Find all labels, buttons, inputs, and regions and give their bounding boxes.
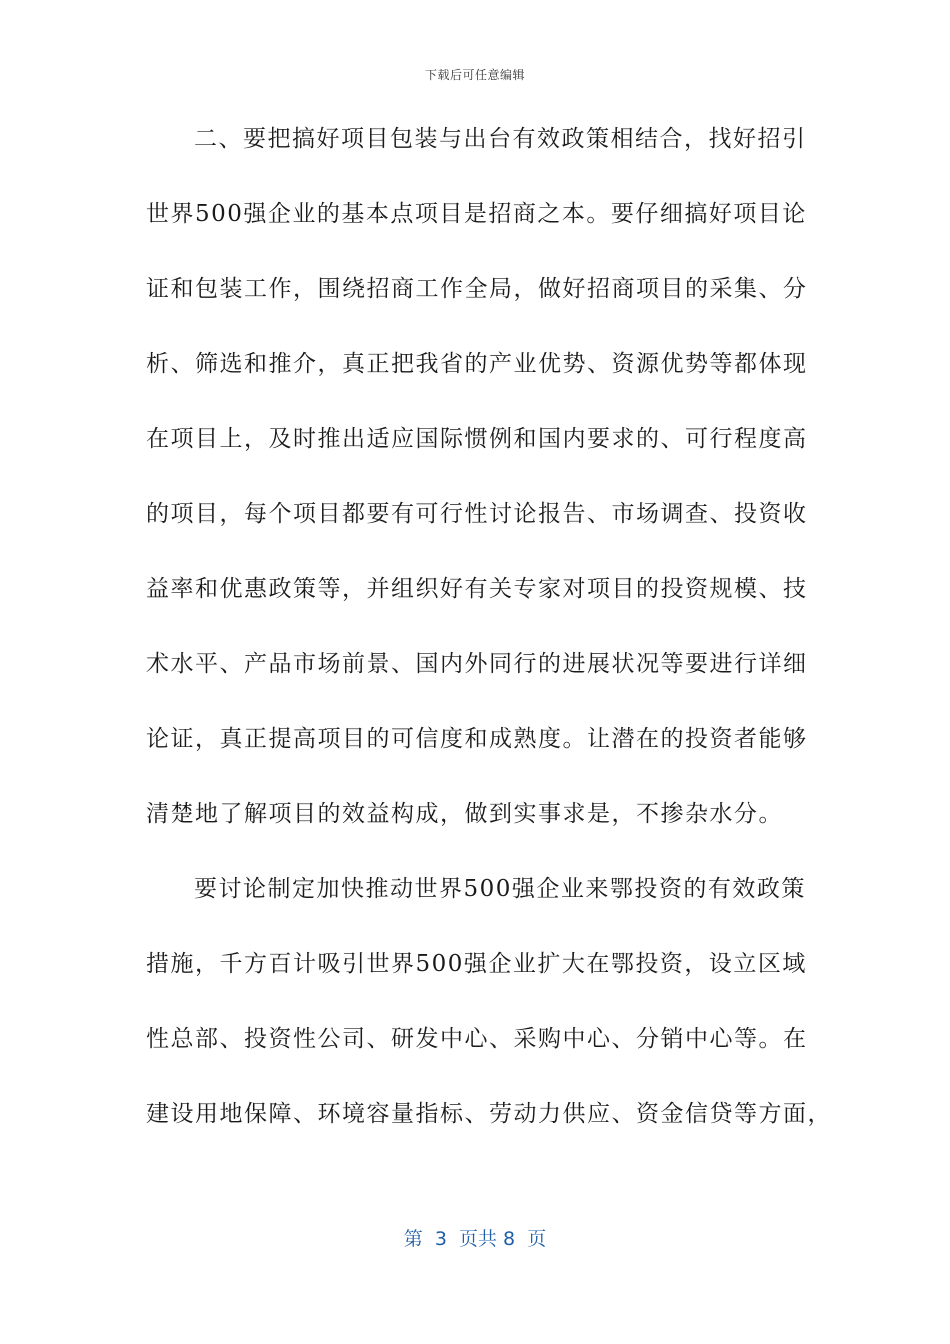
text-line: 术水平、产品市场前景、国内外同行的进展状况等要进行详细 — [146, 651, 808, 677]
text-line: 要讨论制定加快推动世界500强企业来鄂投资的有效政策 — [194, 876, 806, 902]
document-body — [146, 111, 832, 1161]
text-line: 证和包装工作，围绕招商工作全局，做好招商项目的采集、分 — [146, 276, 808, 302]
text-line: 在项目上，及时推出适应国际惯例和国内要求的、可行程度高 — [146, 426, 808, 452]
text-line: 的项目，每个项目都要有可行性讨论报告、市场调查、投资收 — [146, 501, 808, 527]
text-line: 性总部、投资性公司、研发中心、采购中心、分销中心等。在 — [146, 1026, 808, 1052]
page-number-footer: 第 3 页共 8 页 — [403, 1228, 547, 1250]
text-line: 建设用地保障、环境容量指标、劳动力供应、资金信贷等方面， — [146, 1101, 832, 1127]
text-line: 措施，千方百计吸引世界500强企业扩大在鄂投资，设立区域 — [146, 951, 807, 977]
text-line: 益率和优惠政策等，并组织好有关专家对项目的投资规模、技 — [146, 576, 808, 602]
text-line: 世界500强企业的基本点项目是招商之本。要仔细搞好项目论 — [146, 201, 807, 227]
text-line: 清楚地了解项目的效益构成，做到实事求是，不掺杂水分。 — [146, 801, 783, 827]
header-note: 下载后可任意编辑 — [424, 68, 525, 82]
paragraph-1 — [146, 111, 806, 861]
paragraph-2 — [146, 861, 832, 1161]
text-line: 析、筛选和推介，真正把我省的产业优势、资源优势等都体现 — [146, 351, 808, 377]
text-line: 论证，真正提高项目的可信度和成熟度。让潜在的投资者能够 — [146, 726, 808, 752]
text-line: 二、要把搞好项目包装与出台有效政策相结合，找好招引 — [194, 126, 807, 152]
